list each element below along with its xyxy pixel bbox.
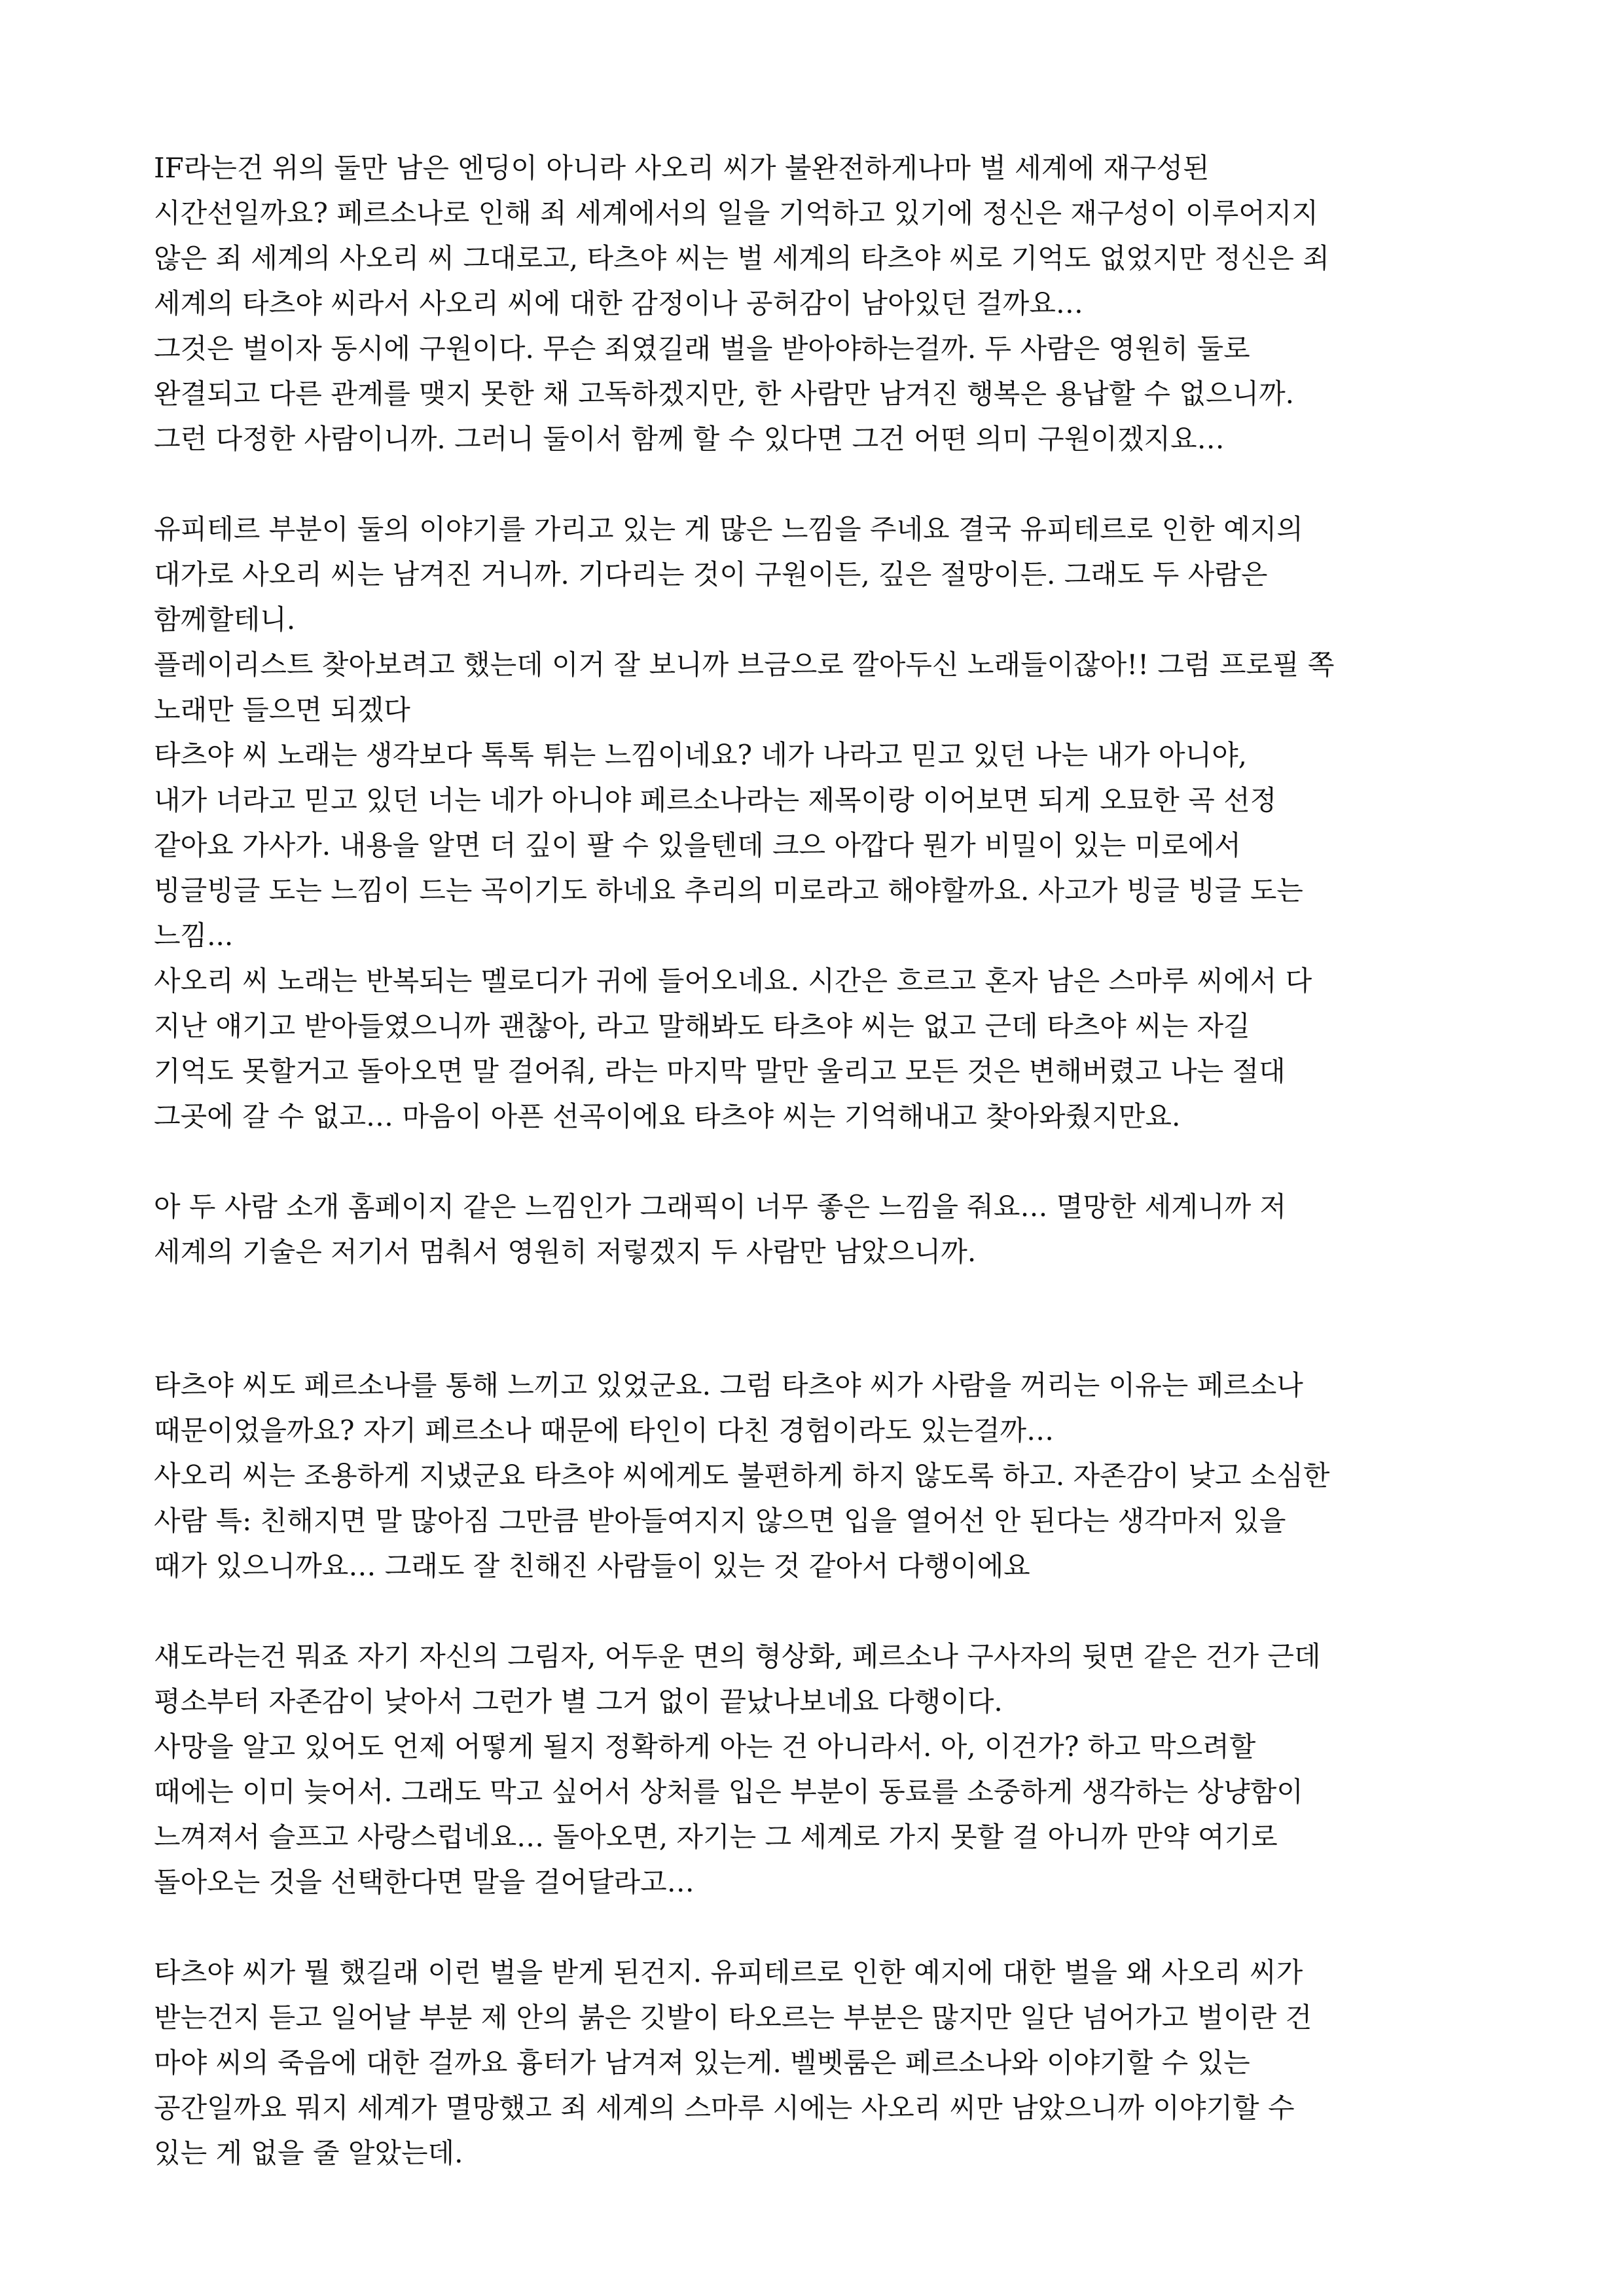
section	[154, 1634, 1483, 1905]
paragraph	[154, 326, 1483, 461]
text-line: 빙글빙글 도는 느낌이 드는 곡이기도 하네요 추리의 미로라고 해야할까요. 사고가 빙글 빙글 도는	[154, 874, 1303, 906]
text-line: 타츠야 씨가 뭘 했길래 이런 벌을 받게 된건지. 유피테르로 인한 예지에 대한 벌을 왜 사오리 씨가	[154, 1956, 1303, 1988]
text-line: 사오리 씨는 조용하게 지냈군요 타츠야 씨에게도 불편하게 하지 않도록 하고. 자존감이 낮고 소심한	[154, 1460, 1330, 1492]
text-line: 공간일까요 뭐지 세계가 멸망했고 죄 세계의 스마루 시에는 사오리 씨만 남았으니까 이야기할 수	[154, 2092, 1295, 2124]
text-line: 아 두 사람 소개 홈페이지 같은 느낌인가 그래픽이 너무 좋은 느낌을 줘요… 멸망한 세계니까 저	[154, 1191, 1287, 1223]
text-line: 기억도 못할거고 돌아오면 말 걸어줘, 라는 마지막 말만 울리고 모든 것은 변해버렸고 나는 절대	[154, 1055, 1286, 1087]
text-line: 플레이리스트 찾아보려고 했는데 이거 잘 보니까 브금으로 깔아두신 노래들이잖아!! 그럼 프로필 쪽	[154, 649, 1335, 681]
text-line: 섀도라는건 뭐죠 자기 자신의 그림자, 어두운 면의 형상화, 페르소나 구사자의 뒷면 같은 건가 근데	[154, 1640, 1321, 1672]
text-line: 지난 얘기고 받아들였으니까 괜찮아, 라고 말해봐도 타츠야 씨는 없고 근데 타츠야 씨는 자길	[154, 1010, 1250, 1042]
paragraph	[154, 145, 1483, 326]
text-line: 느껴져서 슬프고 사랑스럽네요… 돌아오면, 자기는 그 세계로 가지 못할 걸 아니까 만약 여기로	[154, 1821, 1278, 1853]
text-line: 그곳에 갈 수 없고… 마음이 아픈 선곡이에요 타츠야 씨는 기억해내고 찾아와줬지만요.	[154, 1100, 1181, 1132]
text-line: 느낌...	[154, 920, 234, 952]
text-line: 세계의 기술은 저기서 멈춰서 영원히 저렇겠지 두 사람만 남았으니까.	[154, 1236, 977, 1268]
text-line: 완결되고 다른 관계를 맺지 못한 채 고독하겠지만, 한 사람만 남겨진 행복은 용납할 수 없으니까.	[154, 378, 1294, 410]
text-line: 때가 있으니까요… 그래도 잘 친해진 사람들이 있는 것 같아서 다행이에요	[154, 1550, 1030, 1582]
text-line: IF라는건 위의 둘만 남은 엔딩이 아니라 사오리 씨가 불완전하게나마 벌 세계에 재구성된	[154, 152, 1210, 184]
text-line: 않은 죄 세계의 사오리 씨 그대로고, 타츠야 씨는 벌 세계의 타츠야 씨로 기억도 없었지만 정신은 죄	[154, 242, 1329, 274]
paragraph-gap	[154, 1274, 1483, 1363]
section	[154, 145, 1483, 461]
section	[154, 1184, 1483, 1274]
paragraph	[154, 1453, 1483, 1588]
text-line: 돌아오는 것을 선택한다면 말을 걸어달라고…	[154, 1866, 695, 1898]
text-line: 같아요 가사가. 내용을 알면 더 깊이 팔 수 있을텐데 크으 아깝다 뭔가 비밀이 있는 미로에서	[154, 829, 1241, 861]
text-line: 사망을 알고 있어도 언제 어떻게 될지 정확하게 아는 건 아니라서. 아, 이건가? 하고 막으려할	[154, 1731, 1256, 1763]
text-line: 타츠야 씨 노래는 생각보다 톡톡 튀는 느낌이네요? 네가 나라고 믿고 있던 나는 내가 아니야,	[154, 739, 1248, 771]
text-line: 타츠야 씨도 페르소나를 통해 느끼고 있었군요. 그럼 타츠야 씨가 사람을 꺼리는 이유는 페르소나	[154, 1369, 1303, 1401]
text-line: 때문이었을까요? 자기 페르소나 때문에 타인이 다친 경험이라도 있는걸까…	[154, 1414, 1055, 1446]
text-line: 그런 다정한 사람이니까. 그러니 둘이서 함께 할 수 있다면 그건 어떤 의미 구원이겠지요…	[154, 423, 1225, 455]
text-line: 대가로 사오리 씨는 남겨진 거니까. 기다리는 것이 구원이든, 깊은 절망이든. 그래도 두 사람은	[154, 558, 1268, 590]
text-line: 그것은 벌이자 동시에 구원이다. 무슨 죄였길래 벌을 받아야하는걸까. 두 사람은 영원히 둘로	[154, 332, 1250, 365]
paragraph	[154, 958, 1483, 1139]
paragraph	[154, 1724, 1483, 1905]
text-line: 함께할테니.	[154, 603, 296, 636]
text-line: 시간선일까요? 페르소나로 인해 죄 세계에서의 일을 기억하고 있기에 정신은 재구성이 이루어지지	[154, 197, 1318, 229]
paragraph	[154, 1634, 1483, 1724]
section	[154, 1950, 1483, 2176]
text-line: 내가 너라고 믿고 있던 너는 네가 아니야 페르소나라는 제목이랑 이어보면 되게 오묘한 곡 선정	[154, 784, 1277, 816]
text-line: 사오리 씨 노래는 반복되는 멜로디가 귀에 들어오네요. 시간은 흐르고 혼자 남은 스마루 씨에서 다	[154, 965, 1312, 997]
paragraph	[154, 1184, 1483, 1274]
text-line: 마야 씨의 죽음에 대한 걸까요 흉터가 남겨져 있는게. 벨벳룸은 페르소나와 이야기할 수 있는	[154, 2047, 1250, 2079]
text-line: 유피테르 부분이 둘의 이야기를 가리고 있는 게 많은 느낌을 주네요 결국 유피테르로 인한 예지의	[154, 513, 1303, 545]
paragraph	[154, 507, 1483, 642]
section	[154, 1363, 1483, 1588]
paragraph-gap	[154, 1905, 1483, 1950]
paragraph	[154, 1363, 1483, 1453]
text-line: 받는건지 듣고 일어날 부분 제 안의 붉은 깃발이 타오르는 부분은 많지만 일단 넘어가고 벌이란 건	[154, 2001, 1312, 2034]
text-line: 있는 게 없을 줄 알았는데.	[154, 2137, 463, 2169]
paragraph-gap	[154, 461, 1483, 507]
document-page	[154, 145, 1483, 2176]
text-line: 세계의 타츠야 씨라서 사오리 씨에 대한 감정이나 공허감이 남아있던 걸까요…	[154, 287, 1083, 319]
paragraph	[154, 732, 1483, 958]
paragraph	[154, 1950, 1483, 2176]
text-line: 노래만 들으면 되겠다	[154, 694, 410, 726]
paragraph	[154, 642, 1483, 732]
paragraph-gap	[154, 1588, 1483, 1634]
paragraph-gap	[154, 1139, 1483, 1184]
text-line: 평소부터 자존감이 낮아서 그런가 별 그거 없이 끝났나보네요 다행이다.	[154, 1685, 1003, 1717]
section	[154, 507, 1483, 1139]
text-line: 사람 특: 친해지면 말 많아짐 그만큼 받아들여지지 않으면 입을 열어선 안 된다는 생각마저 있을	[154, 1505, 1286, 1537]
text-line: 때에는 이미 늦어서. 그래도 막고 싶어서 상처를 입은 부분이 동료를 소중하게 생각하는 상냥함이	[154, 1776, 1303, 1808]
